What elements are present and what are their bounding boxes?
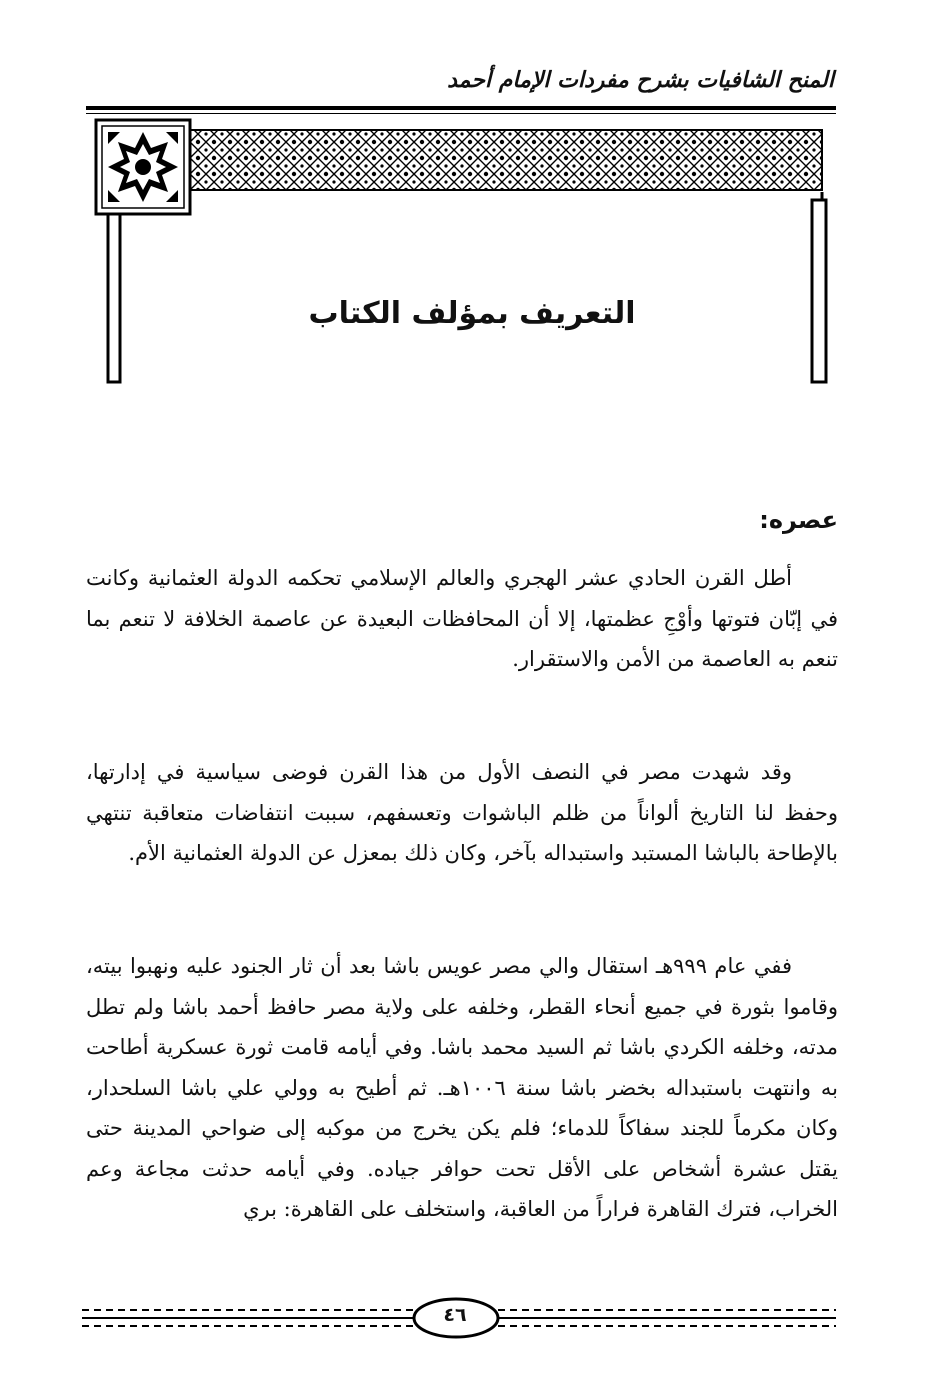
paragraph-2 xyxy=(86,752,838,874)
paragraph-text: وقد شهدت مصر في النصف الأول من هذا القرن فوضى سياسية في إدارتها، وحفظ لنا التاريخ ألواناً من ظلم الباشوات وتعسفهم، سببت انتفاضات متعاقبة تنتهي بالإطاحة بالباشا المستبد واستبداله بآخر، وكان ذلك بمعزل عن الدولة العثمانية الأم. xyxy=(86,760,838,865)
paragraph-text: ففي عام ٩٩٩هـ استقال والي مصر عويس باشا بعد أن ثار الجنود عليه ونهبوا بيته، وقاموا بثورة في جميع أنحاء القطر، وخلفه على ولاية مصر حافظ أحمد باشا ولم تطل مدته، وخلفه الكردي باشا ثم السيد محمد باشا. وفي أيامه قامت ثورة عسكرية أطاحت به وانتهت باستبداله بخضر باشا سنة ١٠٠٦هـ. ثم أطيح به وولي علي باشا السلحدار، وكان مكرماً للجند سفاكاً للدماء؛ فلم يكن يخرج من موكبه إلى ضواحي المدينة حتى يقتل عشرة أشخاص على الأقل تحت حوافر جياده. وفي أيامه حدثت مجاعة وعم الخراب، فترك القاهرة فراراً من العاقبة، واستخلف على القاهرة: بري xyxy=(86,954,838,1221)
paragraph-3 xyxy=(86,946,838,1230)
paragraph-1 xyxy=(86,558,838,680)
frame-right-post xyxy=(812,200,826,382)
ornament-band xyxy=(190,130,822,190)
paragraph-text: أطل القرن الحادي عشر الهجري والعالم الإسلامي تحكمه الدولة العثمانية وكانت في إبّان فتوتها وأوْجِ عظمتها، إلا أن المحافظات البعيدة عن عاصمة الخلافة لا تنعم بما تنعم به العاصمة من الأمن والاستقرار. xyxy=(86,566,838,671)
geometric-star-medallion xyxy=(96,120,190,214)
chapter-title: التعريف بمؤلف الكتاب xyxy=(308,296,636,331)
header-rule-thick xyxy=(86,106,836,110)
header-rule-thin xyxy=(86,113,836,114)
running-header: المنح الشافيات بشرح مفردات الإمام أحمد xyxy=(447,68,834,93)
section-heading: عصره: xyxy=(759,506,838,534)
ornamental-chapter-frame xyxy=(94,118,836,388)
page-number: ٤٦ xyxy=(443,1304,467,1326)
frame-left-post xyxy=(108,214,120,382)
